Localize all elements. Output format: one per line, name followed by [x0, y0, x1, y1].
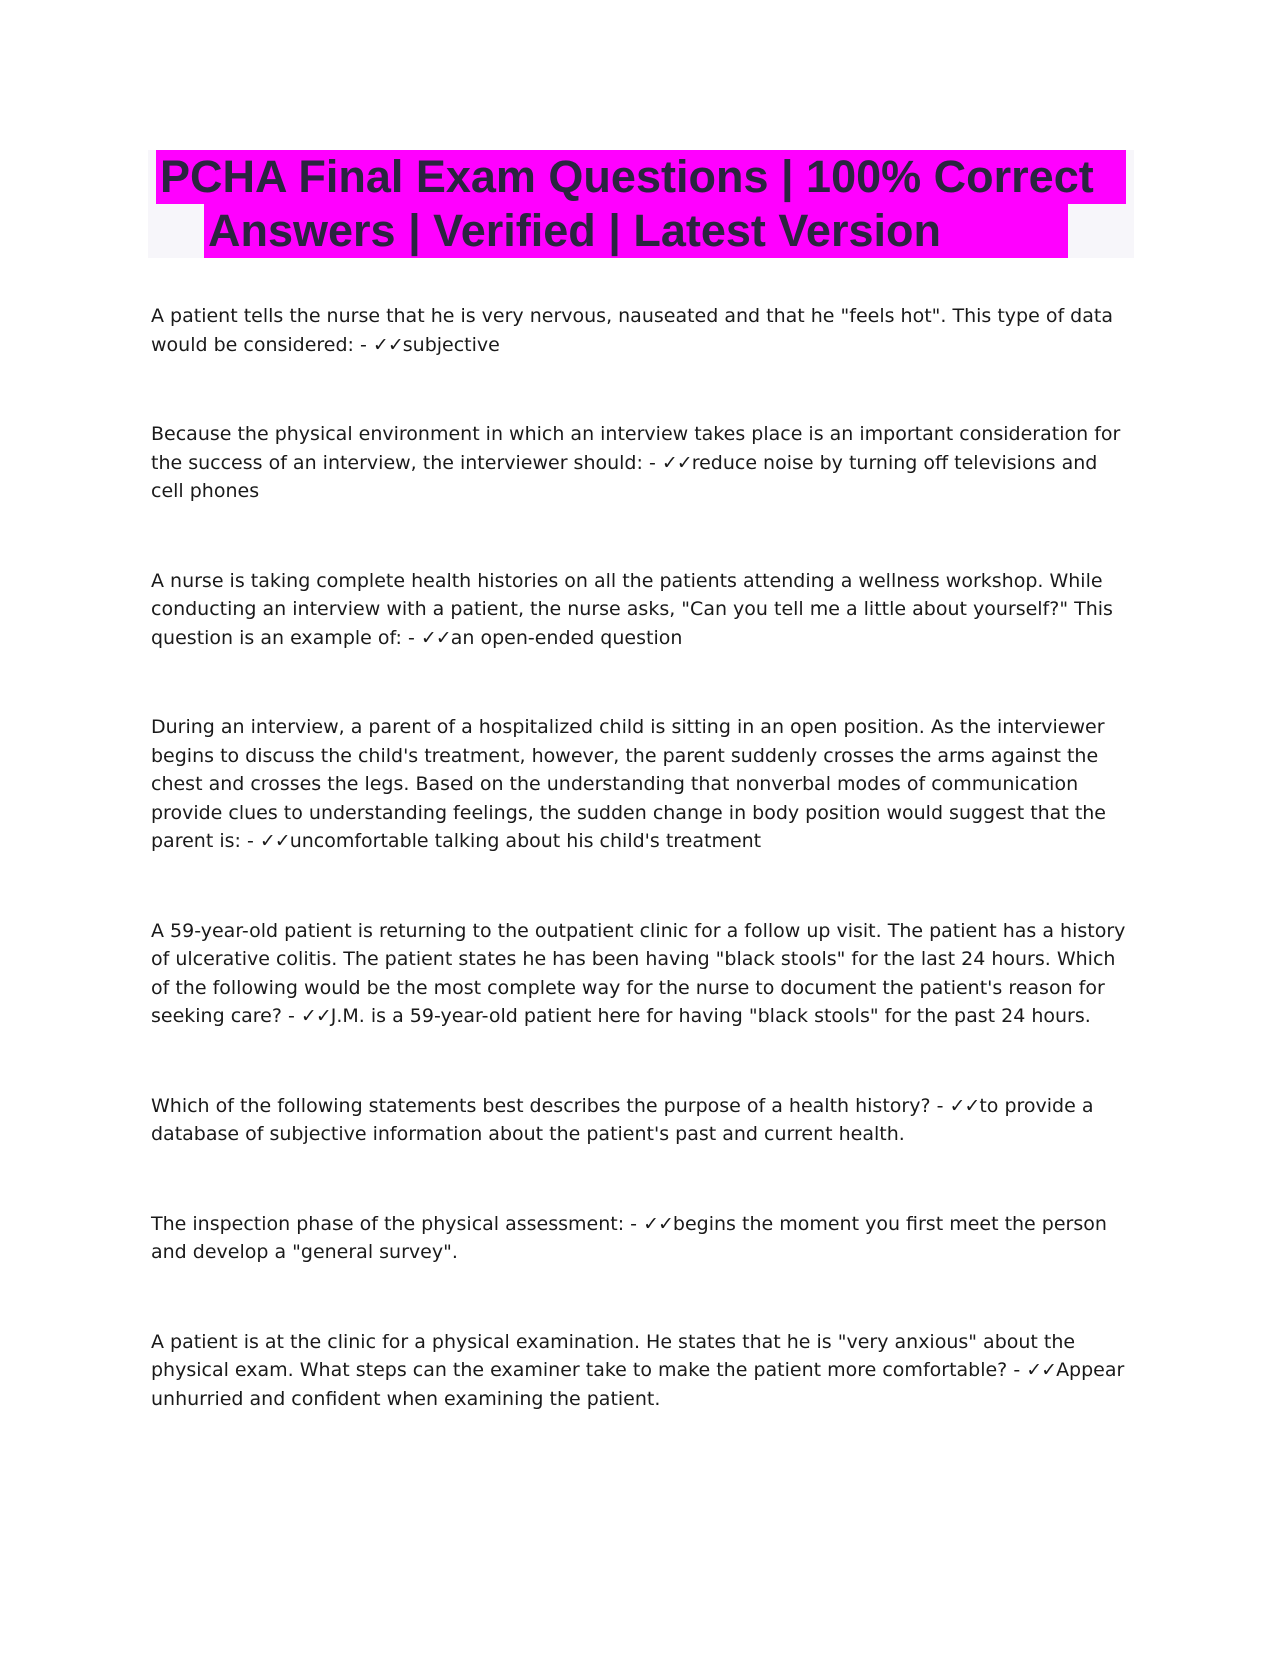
answer-text: an open-ended question [450, 626, 683, 649]
document-title-line-1: PCHA Final Exam Questions | 100% Correct [156, 150, 1126, 204]
question-text: A nurse is taking complete health histories on all the patients attending a wellness workshop. While conducting an interview with a patient, the nurse asks, "Can you tell me a little about yourself?" This question is an example of: [151, 569, 1113, 649]
double-check-icon: ✓✓ [420, 626, 451, 649]
qa-item [151, 917, 1136, 1031]
answer-separator: - [930, 1094, 950, 1117]
question-text: Which of the following statements best describes the purpose of a health history? [151, 1094, 931, 1117]
qa-item [151, 713, 1136, 856]
document-title-line-2: Answers | Verified | Latest Version [204, 204, 1068, 258]
answer-text: uncomfortable talking about his child's treatment [289, 830, 762, 852]
answer-separator: - [240, 830, 260, 852]
question-text: Because the physical environment in which an interview takes place is an important consideration for the success of an interview, the interviewer should: [151, 423, 1121, 474]
qa-item [151, 1092, 1136, 1149]
answer-separator: - [353, 333, 373, 356]
answer-text: subjective [402, 333, 500, 356]
question-answer-list [151, 302, 1136, 1413]
double-check-icon: ✓✓ [300, 1005, 331, 1027]
answer-text: reduce noise by turning off televisions and cell phones [151, 451, 1098, 502]
question-text: A patient tells the nurse that he is very nervous, nauseated and that he "feels hot". This type of data would be considered: [151, 305, 1113, 356]
double-check-icon: ✓✓ [259, 830, 290, 852]
qa-item [151, 302, 1136, 359]
question-text: A patient is at the clinic for a physical examination. He states that he is "very anxious" about the physical exam. What steps can the examiner take to make the patient more comfortable? [151, 1330, 1076, 1381]
question-text: The inspection phase of the physical assessment: [151, 1212, 625, 1235]
answer-text: Appear unhurried and confident when examining the patient. [151, 1359, 1125, 1410]
question-text: A 59-year-old patient is returning to the outpatient clinic for a follow up visit. The patient has a history of ulcerative colitis. The patient states he has been having "black stools" for the last 24 hours. Which of the following would be the most complete way for the nurse to document the patient's reason for seeking care? [151, 919, 1126, 1027]
qa-item [151, 420, 1136, 506]
answer-separator: - [624, 1212, 644, 1235]
answer-text: begins the moment you first meet the person and develop a "general survey". [151, 1212, 1107, 1263]
question-text: During an interview, a parent of a hospitalized child is sitting in an open position. As the interviewer begins to discuss the child's treatment, however, the parent suddenly crosses the arms against the chest and crosses the legs. Based on the understanding that nonverbal modes of communication provide clues to understanding feelings, the sudden change in body position would suggest that the parent is: [151, 716, 1107, 852]
answer-separator: - [1007, 1359, 1027, 1381]
double-check-icon: ✓✓ [372, 333, 403, 356]
answer-separator: - [281, 1005, 301, 1027]
answer-separator: - [642, 451, 662, 474]
qa-item [151, 1210, 1136, 1267]
double-check-icon: ✓✓ [949, 1094, 980, 1117]
double-check-icon: ✓✓ [661, 451, 692, 474]
double-check-icon: ✓✓ [1026, 1359, 1057, 1381]
answer-separator: - [401, 626, 421, 649]
qa-item [151, 1328, 1136, 1414]
title-block [148, 150, 1134, 258]
qa-item [151, 567, 1136, 653]
answer-text: to provide a database of subjective information about the patient's past and current health. [151, 1094, 1094, 1145]
answer-text: J.M. is a 59-year-old patient here for having "black stools" for the past 24 hours. [330, 1005, 1091, 1027]
double-check-icon: ✓✓ [643, 1212, 673, 1235]
